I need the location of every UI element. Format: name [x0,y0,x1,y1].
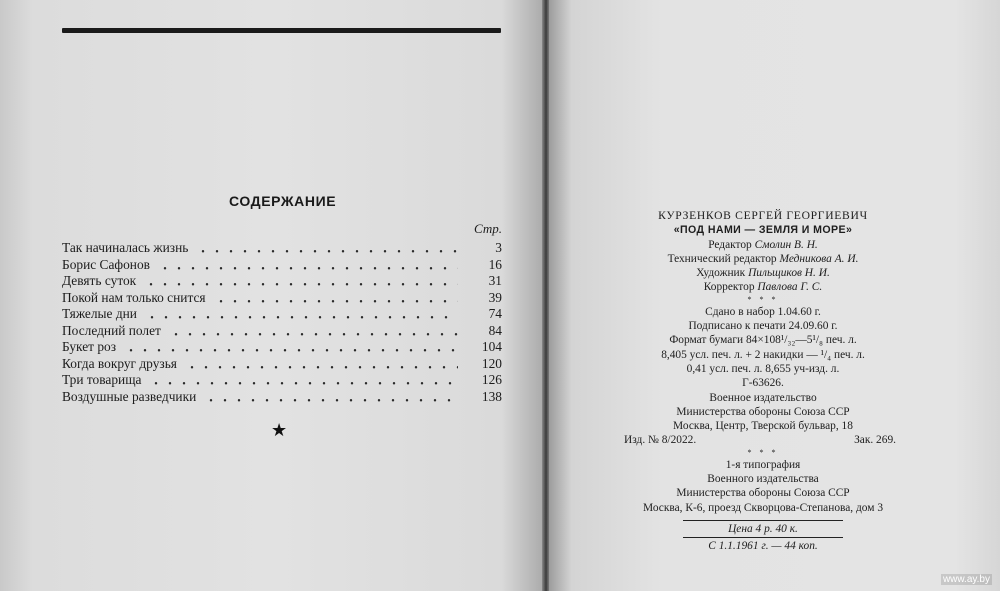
dot-leader [142,273,458,290]
toc-entry [62,356,502,373]
toc-list [62,240,502,405]
toc-entry-label: Три товарища [62,372,142,387]
artist-line [598,266,928,280]
dot-leader [183,356,458,373]
new-price-line: С 1.1.1961 г. — 44 коп. [708,540,818,553]
print-line: Г-63626. [742,377,784,390]
print-line: 0,41 усл. печ. л. 8,655 уч-изд. л. [686,362,840,375]
printer-line: 1-я типография [725,458,801,471]
toc-entry-label: Покой нам только снится [62,289,206,305]
toc-entry-page: 138 [481,388,502,404]
publisher-line: Министерства обороны Союза ССР [676,405,850,418]
top-rule [62,28,501,33]
order-line [598,433,928,447]
print-line: Формат бумаги 84×108¹/₃₂—5¹/₈ печ. л. [669,334,857,347]
print-line: Подписано к печати 24.09.60 г. [688,320,838,333]
proofreader-role: Корректор [703,281,755,294]
order-number: Изд. № 8/2022. [624,434,697,447]
dot-leader [202,389,458,406]
printer-line: Москва, К-6, проезд Скворцова-Степанова, дом 3 [642,501,884,514]
book-title: «ПОД НАМИ — ЗЕМЛЯ И МОРЕ» [673,224,853,237]
dot-leader [212,290,458,307]
artist-name: Пильщиков Н. И. [748,267,830,280]
editor-name: Смолин В. Н. [754,238,818,251]
toc-entry-label: Последний полет [62,322,161,338]
dot-leader [147,372,458,389]
artist-role: Художник [696,267,746,280]
dot-leader [143,306,458,323]
print-line: Сдано в набор 1.04.60 г. [705,305,821,318]
toc-entry [62,372,502,389]
toc-entry [62,306,502,323]
toc-entry-label: Девять суток [62,273,137,288]
dot-leader [194,240,458,257]
toc-entry-page: 104 [481,339,502,354]
toc-entry [62,240,502,257]
price-block [598,520,928,554]
toc-entry-page: 84 [488,322,502,338]
toc-entry-page: 31 [488,273,502,288]
toc-entry-page: 126 [481,372,502,387]
toc-entry-label: Букет роз [62,339,117,354]
toc-entry-label: Борис Сафонов [62,256,150,272]
printer-line: Военного издательства [707,473,819,486]
publisher-line: Военное издательство [709,391,817,404]
print-line: 8,405 усл. печ. л. + 2 накидки — ¹/₄ печ. л. [661,348,865,361]
editor-role: Редактор [708,238,752,251]
toc-entry-label: Тяжелые дни [62,306,137,321]
tech-editor-line [598,252,928,266]
editor-line [598,238,928,252]
toc-entry-label: Воздушные разведчики [62,388,197,404]
imprint-block [598,209,928,554]
toc-entry-page: 74 [488,306,502,321]
printer-line: Министерства обороны Союза ССР [676,487,850,500]
toc-entry [62,389,502,406]
price-rule [683,520,843,521]
toc-entry-page: 120 [481,355,502,371]
star-ornament-icon: ★ [271,420,288,441]
toc-entry-label: Когда вокруг друзья [62,355,177,371]
tech-editor-name: Медникова А. И. [779,252,859,265]
toc-title: СОДЕРЖАНИЕ [229,193,337,209]
toc-entry-page: 3 [495,240,502,255]
toc-entry [62,339,502,356]
publisher-line: Москва, Центр, Тверской бульвар, 18 [673,420,853,433]
dot-leader [167,323,458,340]
toc-entry-label: Так начиналась жизнь [62,240,189,255]
watermark: www.ay.by [942,574,990,585]
toc-entry [62,323,502,340]
toc-entry [62,257,502,274]
toc-entry-page: 39 [488,289,502,305]
author-name: КУРЗЕНКОВ СЕРГЕЙ ГЕОРГИЕВИЧ [658,209,868,222]
proofreader-name: Павлова Г. С. [757,281,823,294]
dot-leader [156,257,458,274]
price-line: Цена 4 р. 40 к. [728,522,798,535]
toc-entry [62,290,502,307]
order-code: Зак. 269. [854,434,896,447]
toc-entry-page: 16 [488,256,502,272]
toc-page-header: Стр. [474,221,502,236]
toc-entry [62,273,502,290]
separator-stars: * * * [747,447,779,457]
price-rule [683,537,843,538]
tech-editor-role: Технический редактор [667,252,777,265]
separator-stars: * * * [747,294,779,304]
proofreader-line [598,280,928,294]
dot-leader [122,339,458,356]
